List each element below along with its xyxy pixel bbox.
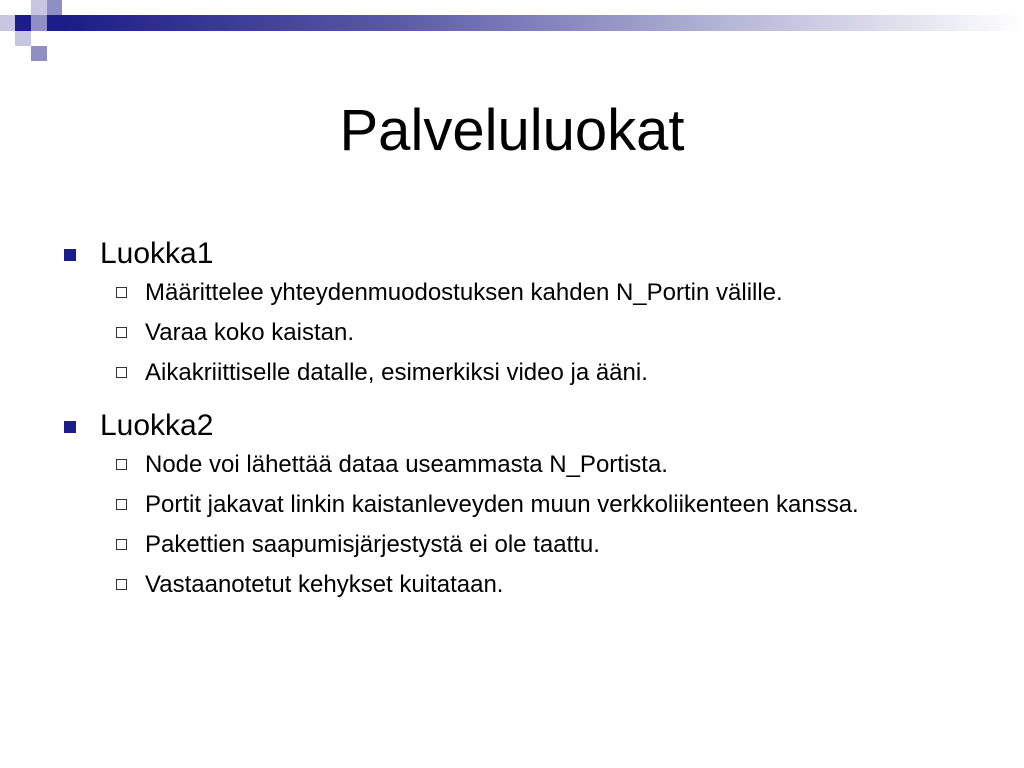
section-label: Luokka1 (100, 237, 214, 270)
list-item-text: Varaa koko kaistan. (145, 319, 355, 346)
list-item-text: Vastaanotetut kehykset kuitataan. (145, 571, 504, 598)
hollow-square-icon (116, 327, 127, 338)
list-item-text: Määrittelee yhteydenmuodostuksen kahden N_Portin välille. (145, 279, 783, 306)
hollow-square-icon (116, 459, 127, 470)
list-item (62, 276, 905, 310)
hollow-square-icon (116, 287, 127, 298)
section-heading (62, 404, 962, 448)
hollow-square-icon (116, 367, 127, 378)
header-gradient-bar (62, 15, 1024, 31)
list-item (62, 528, 905, 562)
decor-square (31, 46, 47, 61)
decor-square (31, 15, 47, 31)
list-item-text: Aikakriittiselle datalle, esimerkiksi video ja ääni. (145, 359, 648, 386)
filled-square-icon (64, 421, 76, 433)
list-item-text: Pakettien saapumisjärjestystä ei ole taattu. (145, 531, 600, 558)
section-label: Luokka2 (100, 409, 214, 442)
bullet-list (62, 228, 962, 608)
list-item-text: Portit jakavat linkin kaistanleveyden muun verkkoliikenteen kanssa. (145, 491, 859, 518)
decor-square (15, 15, 31, 31)
hollow-square-icon (116, 499, 127, 510)
slide-title: Palveluluokat (339, 98, 685, 163)
list-item (62, 316, 905, 350)
hollow-square-icon (116, 579, 127, 590)
list-item (62, 356, 905, 390)
hollow-square-icon (116, 539, 127, 550)
list-item (62, 488, 905, 522)
decor-square (15, 31, 31, 46)
decor-square (47, 15, 62, 31)
spacer (62, 396, 962, 400)
list-item-text: Node voi lähettää dataa useammasta N_Portista. (145, 451, 668, 478)
decor-square (47, 0, 62, 15)
decor-square (31, 0, 47, 15)
section-heading (62, 232, 962, 276)
filled-square-icon (64, 249, 76, 261)
decor-square (0, 15, 15, 31)
list-item (62, 568, 905, 602)
list-item (62, 448, 905, 482)
